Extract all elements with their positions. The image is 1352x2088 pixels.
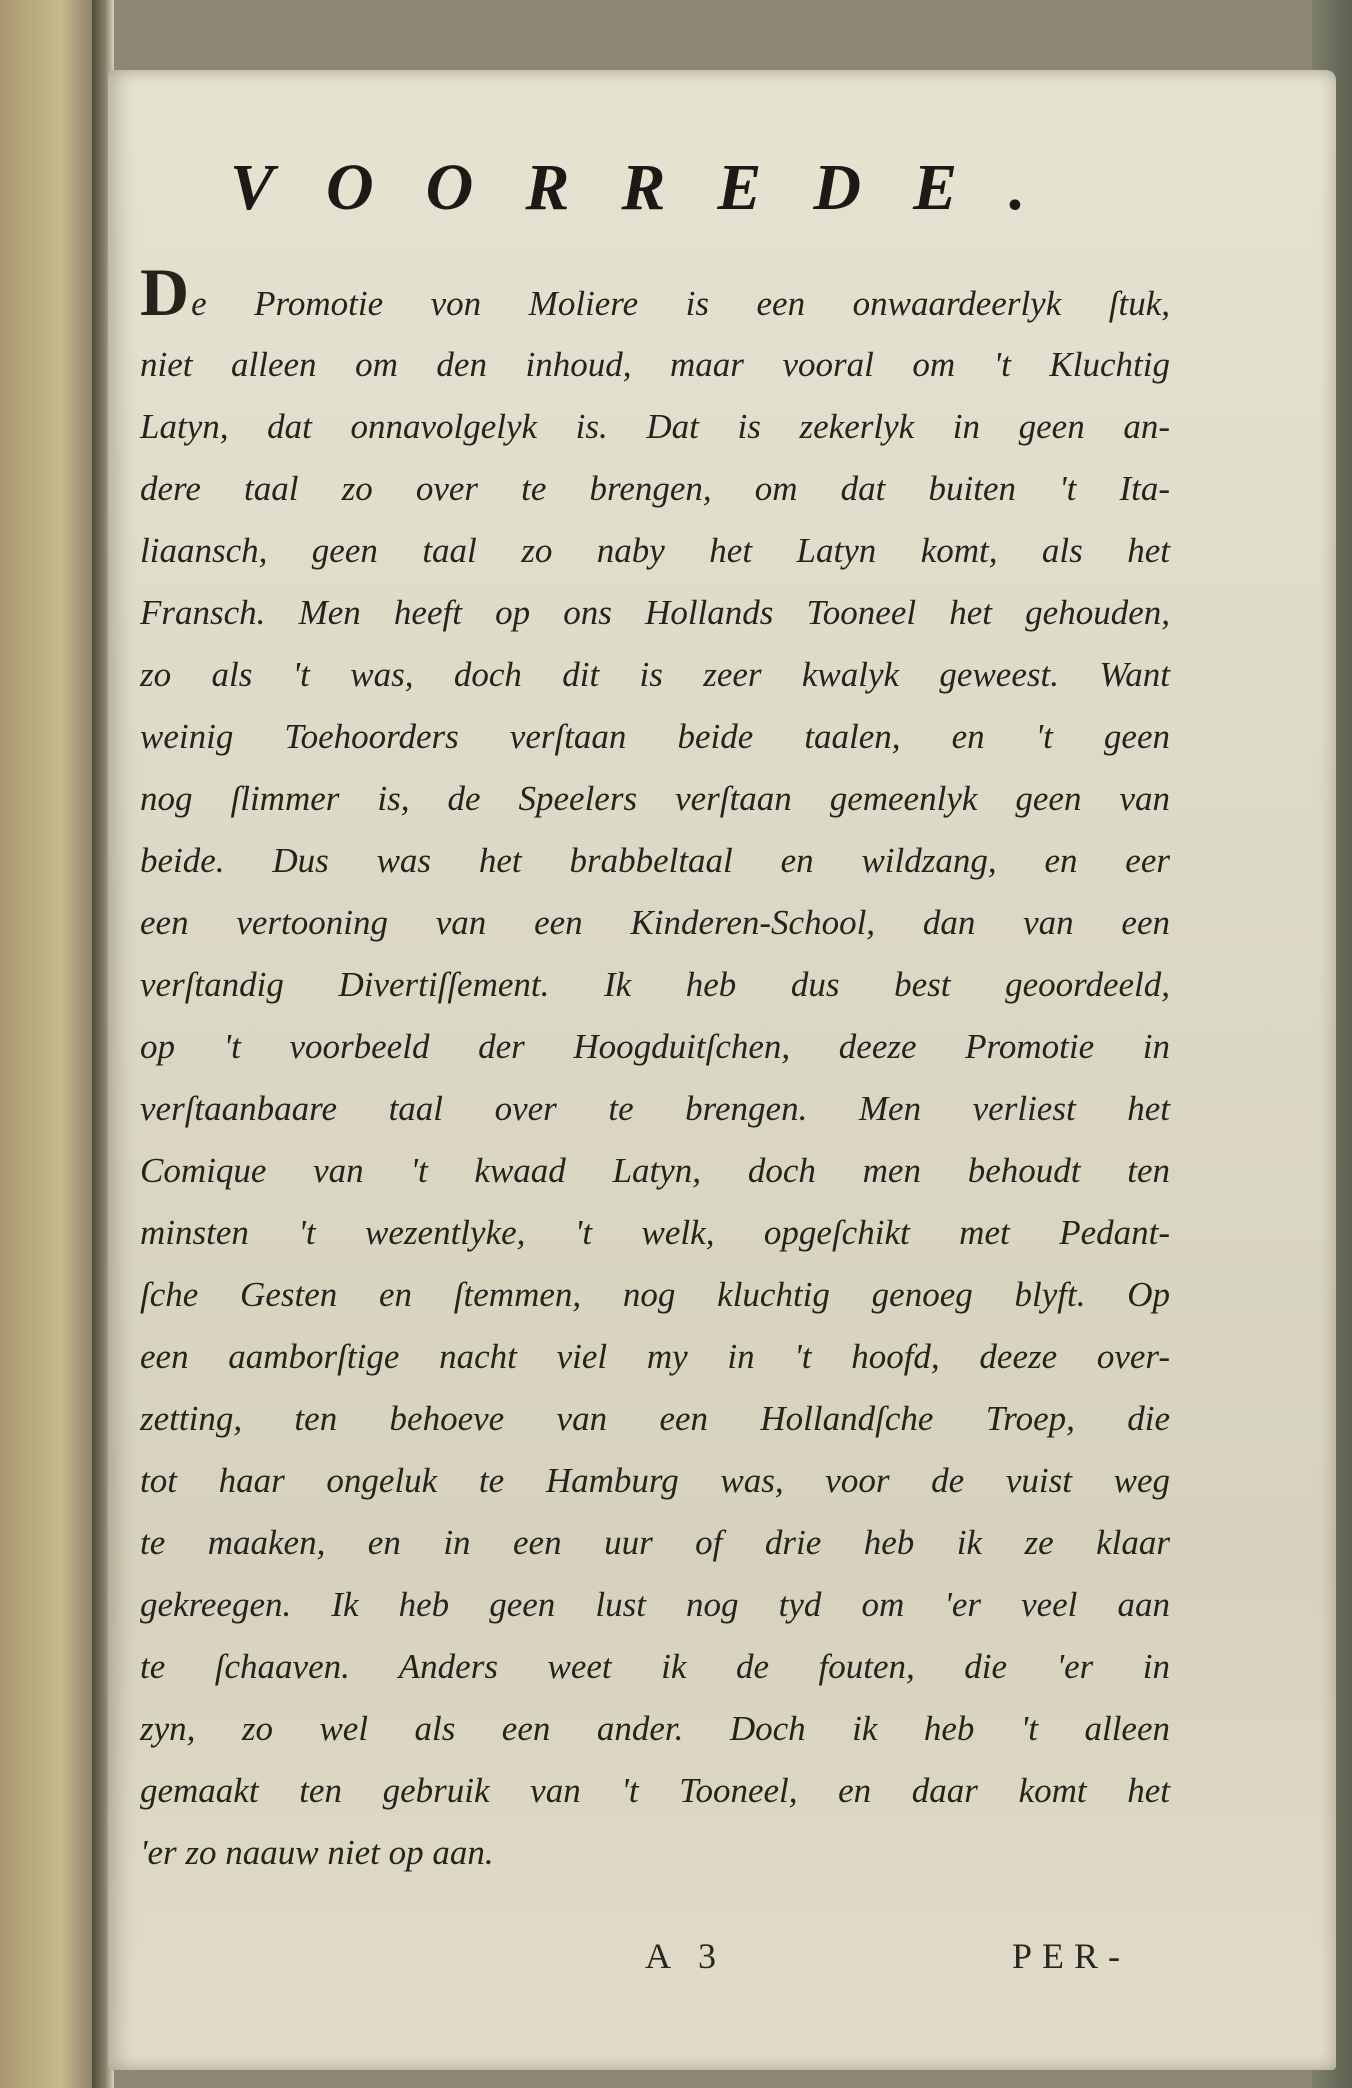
text-line-17: ſche Gesten en ſtemmen, nog kluchtig genoeg blyft. Op bbox=[140, 1275, 1170, 1314]
text-line-2: niet alleen om den inhoud, maar vooral om 't Kluchtig bbox=[140, 345, 1170, 384]
text-line-20: tot haar ongeluk te Hamburg was, voor de vuist weg bbox=[140, 1461, 1170, 1500]
text-line-23: te ſchaaven. Anders weet ik de fouten, die 'er in bbox=[140, 1647, 1170, 1686]
text-line-12: verſtandig Divertiſſement. Ik heb dus best geoordeeld, bbox=[140, 965, 1170, 1004]
signature-mark: A 3 bbox=[645, 1936, 727, 1976]
text-line-14: verſtaanbaare taal over te brengen. Men verliest het bbox=[140, 1089, 1170, 1128]
text-line-19: zetting, ten behoeve van een Hollandſche Troep, die bbox=[140, 1399, 1170, 1438]
text-line-10: beide. Dus was het brabbeltaal en wildzang, en eer bbox=[140, 841, 1170, 880]
text-line-8: weinig Toehoorders verſtaan beide taalen, en 't geen bbox=[140, 717, 1170, 756]
text-line-1 bbox=[140, 254, 1170, 334]
text-line-4: dere taal zo over te brengen, om dat buiten 't Ita- bbox=[140, 469, 1170, 508]
preface-text bbox=[140, 254, 1170, 1884]
catchword: PER- bbox=[1012, 1936, 1131, 1976]
text-line-22: gekreegen. Ik heb geen lust nog tyd om 'er veel aan bbox=[140, 1585, 1170, 1624]
text-line-11: een vertooning van een Kinderen-School, dan van een bbox=[140, 903, 1170, 942]
text-line-26: 'er zo naauw niet op aan. bbox=[140, 1833, 494, 1872]
text-line-15: Comique van 't kwaad Latyn, doch men behoudt ten bbox=[140, 1151, 1170, 1190]
text-line-18: een aamborſtige nacht viel my in 't hoofd, deeze over- bbox=[140, 1337, 1170, 1376]
drop-initial: D bbox=[140, 254, 190, 330]
text-line-21: te maaken, en in een uur of drie heb ik ze klaar bbox=[140, 1523, 1170, 1562]
text-line-1-rest: e Promotie von Moliere is een onwaardeerlyk ſtuk, bbox=[191, 284, 1170, 323]
text-line-6: Fransch. Men heeft op ons Hollands Tooneel het gehouden, bbox=[140, 593, 1170, 632]
text-line-13: op 't voorbeeld der Hoogduitſchen, deeze Promotie in bbox=[140, 1027, 1170, 1066]
text-line-7: zo als 't was, doch dit is zeer kwalyk geweest. Want bbox=[140, 655, 1170, 694]
text-line-3: Latyn, dat onnavolgelyk is. Dat is zekerlyk in geen an- bbox=[140, 407, 1170, 446]
text-line-5: liaansch, geen taal zo naby het Latyn komt, als het bbox=[140, 531, 1170, 570]
text-line-25: gemaakt ten gebruik van 't Tooneel, en daar komt het bbox=[140, 1771, 1170, 1810]
text-line-24: zyn, zo wel als een ander. Doch ik heb 't alleen bbox=[140, 1709, 1170, 1748]
text-line-16: minsten 't wezentlyke, 't welk, opgeſchikt met Pedant- bbox=[140, 1213, 1170, 1252]
text-line-9: nog ſlimmer is, de Speelers verſtaan gemeenlyk geen van bbox=[140, 779, 1170, 818]
page-heading: VOORREDE. bbox=[230, 151, 1078, 224]
